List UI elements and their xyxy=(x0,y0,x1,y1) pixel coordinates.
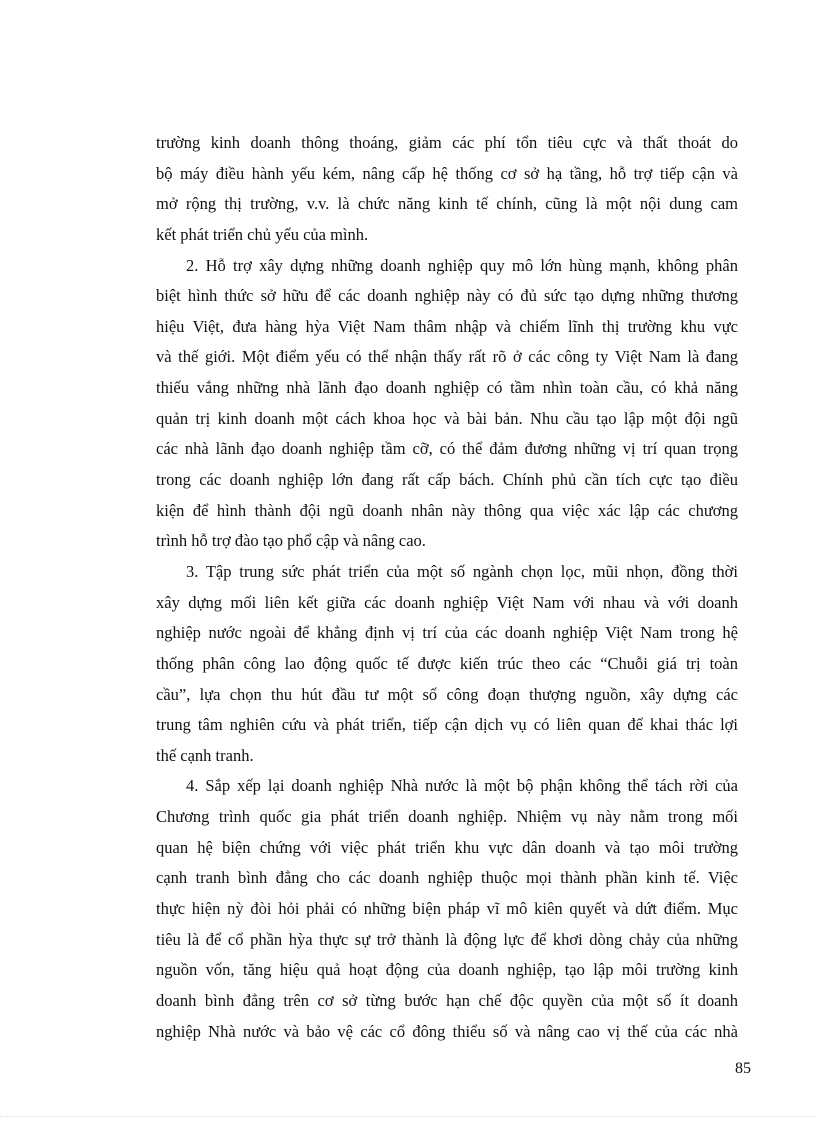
text-line: nguồn vốn, tăng hiệu quả hoạt động của doanh nghiệp, tạo lập môi trường kinh xyxy=(156,960,738,980)
text-line: Chương trình quốc gia phát triển doanh nghiệp. Nhiệm vụ này nằm trong mối xyxy=(156,807,738,827)
paragraph-3-first-line: 3. Tập trung sức phát triển của một số ngành chọn lọc, mũi nhọn, đồng thời xyxy=(186,561,738,581)
text-line: quan hệ biện chứng với việc phát triển khu vực dân doanh và tạo môi trường xyxy=(156,837,738,857)
text-line: tiêu là để cổ phần hỳa thực sự trở thành là động lực để khơi dòng chảy của những xyxy=(156,929,738,949)
text-line: trình hỗ trợ đào tạo phổ cập và nâng cao. xyxy=(156,531,426,551)
text-line: thế cạnh tranh. xyxy=(156,745,254,765)
paragraph-2-first-line: 2. Hỗ trợ xây dựng những doanh nghiệp quy mô lớn hùng mạnh, không phân xyxy=(186,255,738,275)
text-line: trường kinh doanh thông thoáng, giảm các phí tổn tiêu cực và thất thoát do xyxy=(156,133,738,152)
text-line: bộ máy điều hành yếu kém, nâng cấp hệ thống cơ sở hạ tầng, hỗ trợ tiếp cận và xyxy=(156,163,738,183)
text-line: và thế giới. Một điểm yếu có thể nhận thấy rất rõ ở các công ty Việt Nam là đang xyxy=(156,347,738,367)
text-line: doanh bình đẳng trên cơ sở từng bước hạn chế độc quyền của một số ít doanh xyxy=(156,990,738,1010)
body-text xyxy=(156,128,738,1047)
text-line: kết phát triển chủ yếu của mình. xyxy=(156,224,369,244)
text-line: mở rộng thị trường, v.v. là chức năng kinh tế chính, cũng là một nội dung cam xyxy=(156,194,738,214)
text-line: thiếu vắng những nhà lãnh đạo doanh nghiệp có tầm nhìn toàn cầu, có khả năng xyxy=(156,378,738,398)
text-line: hiệu Việt, đưa hàng hỳa Việt Nam thâm nhập và chiếm lĩnh thị trường khu vực xyxy=(156,316,738,336)
text-line: nghiệp nước ngoài để khẳng định vị trí của các doanh nghiệp Việt Nam trong hệ xyxy=(156,623,738,643)
text-line: các nhà lãnh đạo doanh nghiệp tầm cỡ, có thể đảm đương những vị trí quan trọng xyxy=(156,439,738,459)
text-line: thống phân công lao động quốc tế được kiến trúc theo các “Chuỗi giá trị toàn xyxy=(156,653,738,673)
text-line: cầu”, lựa chọn thu hút đầu tư một số công đoạn thượng nguồn, xây dựng các xyxy=(156,684,738,704)
text-line: thực hiện nỳ đòi hỏi phải có những biện pháp vĩ mô kiên quyết và dứt điểm. Mục xyxy=(156,899,738,919)
text-line: cạnh tranh bình đẳng cho các doanh nghiệp thuộc mọi thành phần kinh tế. Việc xyxy=(156,868,738,888)
text-line: kiện để hình thành đội ngũ doanh nhân này thông qua việc xác lập các chương xyxy=(156,500,738,520)
text-line: quản trị kinh doanh một cách khoa học và bài bản. Nhu cầu tạo lập một đội ngũ xyxy=(156,408,738,428)
page-number: 85 xyxy=(735,1060,751,1077)
text-line: biệt hình thức sở hữu để các doanh nghiệp này có đủ sức tạo dựng những thương xyxy=(156,286,738,306)
text-line: trong các doanh nghiệp lớn đang rất cấp bách. Chính phủ cần tích cực tạo điều xyxy=(156,470,738,490)
text-line: nghiệp Nhà nước và bảo vệ các cổ đông thiểu số và nâng cao vị thế của các nhà xyxy=(156,1021,738,1041)
paragraph-4-first-line: 4. Sắp xếp lại doanh nghiệp Nhà nước là một bộ phận không thể tách rời của xyxy=(186,776,738,796)
page-bottom-divider xyxy=(0,1116,816,1117)
text-line: xây dựng mối liên kết giữa các doanh nghiệp Việt Nam với nhau và với doanh xyxy=(156,592,738,612)
text-line: trung tâm nghiên cứu và phát triển, tiếp cận dịch vụ có liên quan để khai thác lợi xyxy=(156,715,738,735)
